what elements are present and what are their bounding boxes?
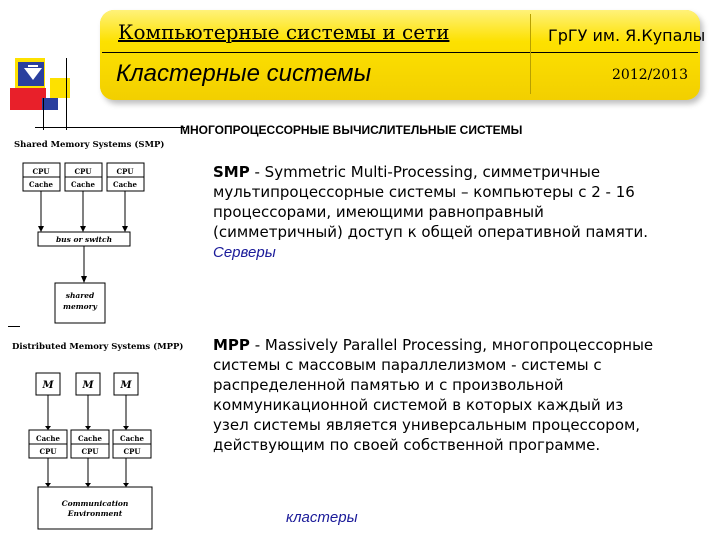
smp-cache-3: Cache — [113, 180, 137, 189]
university-name: ГрГУ им. Я.Купалы — [548, 26, 706, 45]
logo-line — [66, 58, 67, 130]
mpp-diagram-title: Distributed Memory Systems (MPP) — [12, 342, 184, 352]
logo-line — [43, 98, 44, 130]
mpp-memory-3: M — [120, 380, 132, 391]
header-divider — [102, 52, 698, 53]
smp-diagram — [20, 155, 170, 330]
mpp-cache-1: Cache — [36, 434, 60, 443]
mpp-cache-2: Cache — [78, 434, 102, 443]
smp-diagram-title: Shared Memory Systems (SMP) — [14, 140, 165, 150]
mpp-cpu-1: CPU — [39, 447, 57, 456]
mpp-cache-3: Cache — [120, 434, 144, 443]
mpp-cpu-2: CPU — [81, 447, 99, 456]
topic-title: Кластерные системы — [116, 60, 372, 87]
servers-link[interactable]: Серверы — [213, 244, 276, 261]
logo-line — [35, 127, 185, 128]
emblem-icon — [20, 62, 46, 86]
mpp-comm-line2: Environment — [67, 509, 123, 518]
mpp-cpu-3: CPU — [123, 447, 141, 456]
smp-bus: bus or switch — [55, 235, 113, 244]
smp-cpu-2: CPU — [74, 167, 92, 176]
header-separator — [530, 14, 531, 94]
section-heading: МНОГОПРОЦЕССОРНЫЕ ВЫЧИСЛИТЕЛЬНЫЕ СИСТЕМЫ — [180, 123, 523, 137]
divider-mark — [8, 326, 20, 327]
mpp-text: - Massively Parallel Processing, многопроцессорные системы с массовым параллелизмом - системы с распределенной памятью и с произвольной коммуникационной системой в которых каждый из узел системы является универсальным процессором, действующим по своей собственной программе. — [213, 336, 654, 454]
smp-cache-1: Cache — [29, 180, 53, 189]
course-title: Компьютерные системы и сети — [118, 20, 450, 44]
mpp-acronym: MPP — [213, 336, 250, 354]
clusters-link[interactable]: кластеры — [286, 509, 358, 526]
smp-cpu-3: CPU — [116, 167, 134, 176]
mpp-memory-1: M — [42, 380, 54, 391]
mpp-comm-line1: Communication — [61, 499, 129, 508]
mpp-diagram — [26, 355, 161, 535]
smp-cache-2: Cache — [71, 180, 95, 189]
smp-description — [213, 162, 663, 263]
mpp-description — [213, 335, 663, 455]
smp-acronym: SMP — [213, 163, 250, 181]
smp-cpu-1: CPU — [32, 167, 50, 176]
smp-text: - Symmetric Multi-Processing, симметричные мультипроцессорные системы – компьютеры с 2 - 16 процессорами, имеющими равноправный (симметричный) доступ к общей оперативной памяти. — [213, 163, 649, 241]
mpp-memory-2: M — [82, 380, 94, 391]
academic-year: 2012/2013 — [612, 67, 688, 83]
smp-memory-line2: memory — [63, 302, 97, 311]
smp-memory-line1: shared — [65, 291, 95, 300]
